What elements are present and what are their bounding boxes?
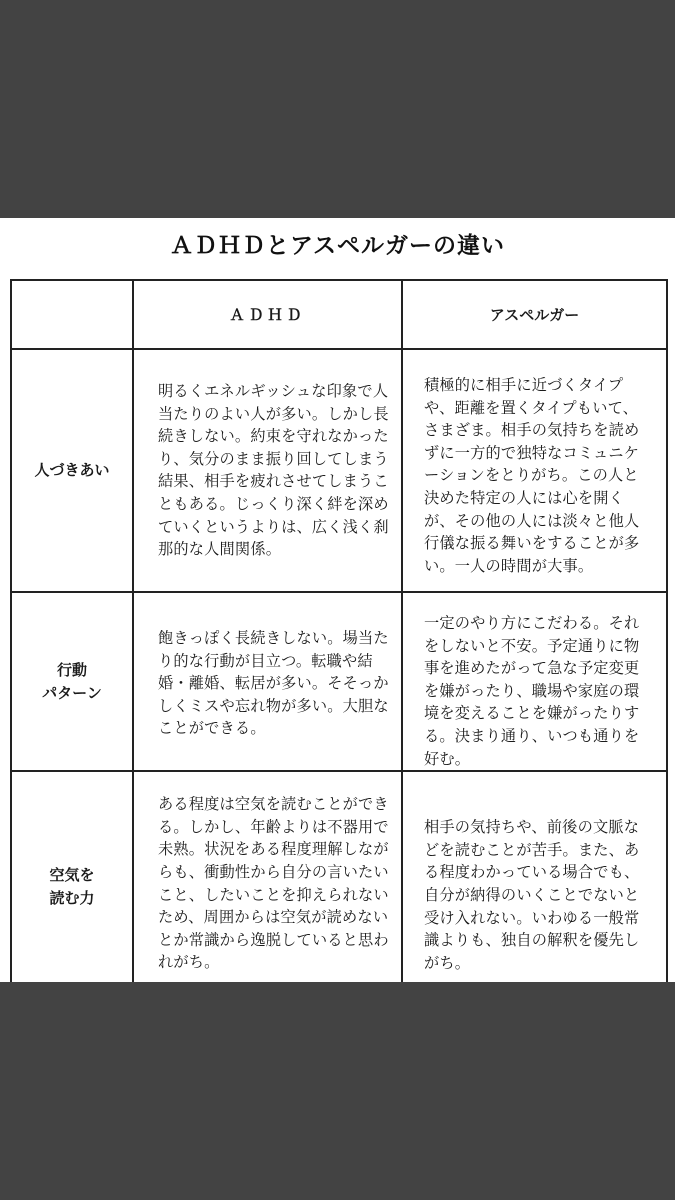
asperger-cell xyxy=(402,592,667,771)
header-adhd: ＡＤＨＤ xyxy=(133,280,402,349)
adhd-text: 飽きっぽく長続きしない。場当たり的な行動が目立つ。転職や結婚・離婚、転居が多い。そそっかしくミスや忘れ物が多い。大胆なことができる。 xyxy=(158,629,389,738)
adhd-cell xyxy=(133,771,402,982)
asperger-cell xyxy=(402,349,667,592)
asperger-text: 積極的に相手に近づくタイプや、距離を置くタイプもいて、さまざま。相手の気持ちを読めずに一方的で独特なコミュニケーションをとりがち。この人と決めた特定の人には心を開くが、その他の人には淡々と他人行儀な振る舞いをすることが多い。一人の時間が大事。 xyxy=(424,376,640,575)
table-row xyxy=(11,592,667,771)
asperger-cell xyxy=(402,771,667,982)
header-row xyxy=(11,280,667,349)
row-label: 空気を 読む力 xyxy=(11,771,133,982)
document-title: ＡＤＨＤとアスペルガーの違い xyxy=(169,233,506,259)
header-corner-cell xyxy=(11,280,133,349)
asperger-text: 一定のやり方にこだわる。それをしないと不安。予定通りに物事を進めたがって急な予定変更を嫌がったり、職場や家庭の環境を変えることを嫌がったりする。決まり通り、いつも通りを好む。 xyxy=(424,614,640,768)
row-label: 人づきあい xyxy=(11,349,133,592)
table-row xyxy=(11,771,667,982)
row-label: 行動 パターン xyxy=(11,592,133,771)
adhd-text: ある程度は空気を読むことができる。しかし、年齢よりは不器用で未熟。状況をある程度理解しながらも、衝動性から自分の言いたいこと、したいことを抑えられないため、周囲からは空気が読めないとか常識から逸脱していると思われがち。 xyxy=(158,795,389,972)
comparison-table xyxy=(10,279,668,982)
asperger-text: 相手の気持ちや、前後の文脈などを読むことが苦手。また、ある程度わかっている場合でも、自分が納得のいくことでないと受け入れない。いわゆる一般常識よりも、独自の解釈を優先しがち。 xyxy=(424,818,640,972)
adhd-text: 明るくエネルギッシュな印象で人当たりのよい人が多い。しかし長続きしない。約束を守れなかったり、気分のまま振り回してしまう結果、相手を疲れさせてしまうこともある。じっくり深く絆を深めていくというよりは、広く浅く刹那的な人間関係。 xyxy=(158,382,389,559)
adhd-cell xyxy=(133,349,402,592)
header-asperger: アスペルガー xyxy=(402,280,667,349)
adhd-cell xyxy=(133,592,402,771)
document-image xyxy=(0,218,675,982)
table-row xyxy=(11,349,667,592)
